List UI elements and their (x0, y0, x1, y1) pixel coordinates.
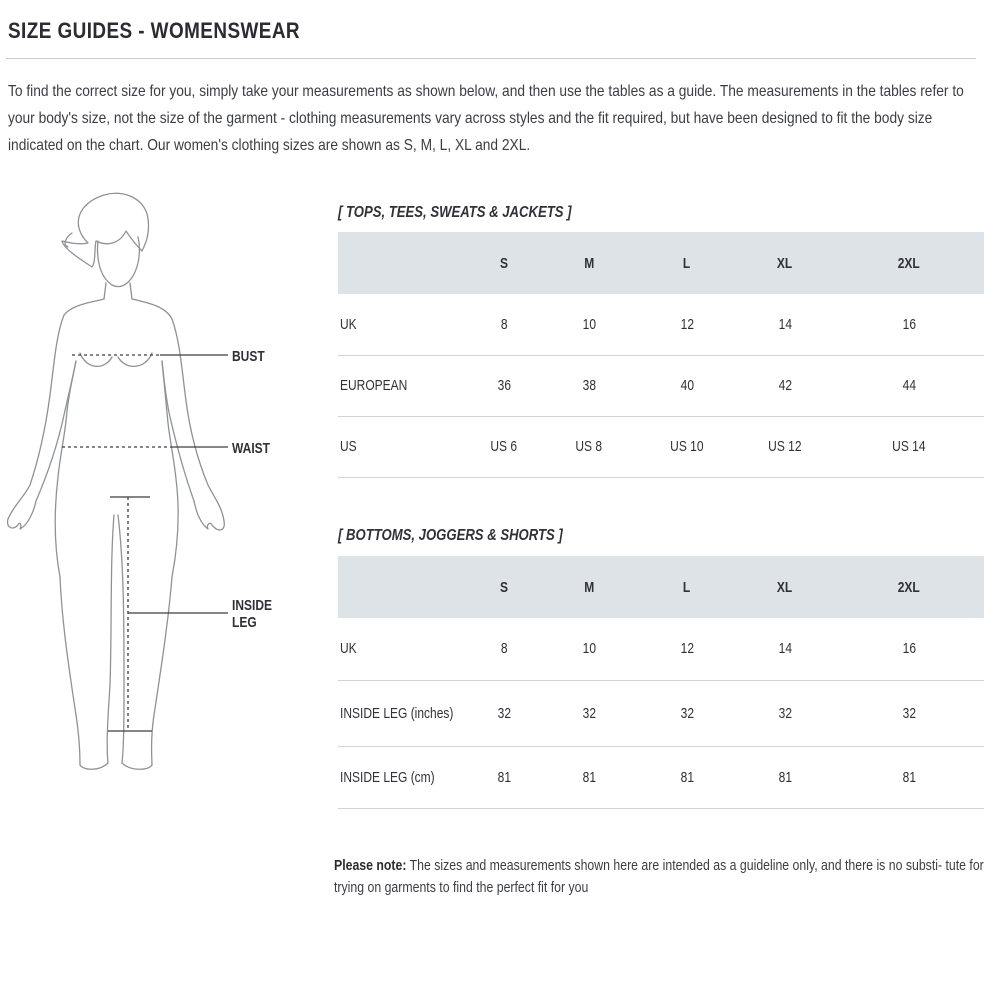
table-cell: 32 (497, 704, 511, 722)
table-row (338, 746, 984, 808)
table-cell: 81 (902, 768, 916, 786)
please-note (334, 855, 990, 899)
please-note-label: Please note: (334, 857, 407, 874)
bottoms-header-blank (338, 556, 468, 618)
row-label: UK (340, 315, 357, 333)
table-cell: 14 (778, 315, 792, 333)
table-cell: 36 (497, 377, 511, 394)
table-cell: 81 (778, 768, 792, 786)
tops-header-row (338, 232, 984, 294)
tops-size-header: S (499, 254, 508, 272)
bottoms-header-row (338, 556, 984, 618)
please-note-text: The sizes and measurements shown here are intended as a guideline only, and there is no substi- tute for trying on garments to find the perfect fit for you (334, 857, 984, 896)
page-title: SIZE GUIDES - WOMENSWEAR (8, 18, 301, 43)
table-cell: US 6 (490, 438, 518, 455)
tops-size-header: L (683, 254, 691, 272)
table-cell: 8 (500, 315, 508, 333)
tops-header-blank (338, 232, 468, 294)
table-cell: 32 (778, 704, 792, 722)
inside-leg-label-line2: LEG (232, 614, 257, 631)
woman-silhouette-illustration (0, 185, 300, 785)
row-label: INSIDE LEG (cm) (340, 768, 435, 786)
tops-size-header: 2XL (897, 254, 920, 272)
bottoms-size-header: L (683, 578, 691, 596)
bottoms-size-header: XL (777, 578, 793, 596)
intro-paragraph: To find the correct size for you, simply take your measurements as shown below, and then use the tables as a guide. The measurements in the tables refer to your body's size, not the size of the garment - clothing measurements vary across styles and the fit required, but have been designed to fit the body size indicated on the chart. Our women's clothing sizes are shown as S, M, L, XL and 2XL. (8, 83, 964, 154)
table-cell: 10 (582, 640, 596, 658)
table-row (338, 618, 984, 680)
table-row (338, 355, 984, 416)
table-cell: 32 (902, 704, 916, 722)
bottoms-size-header: 2XL (897, 578, 920, 596)
bottoms-section-heading: [ BOTTOMS, JOGGERS & SHORTS ] (338, 527, 563, 544)
table-cell: 32 (680, 704, 694, 722)
body-measurement-figure (0, 185, 300, 785)
tops-section-heading: [ TOPS, TEES, SWEATS & JACKETS ] (338, 204, 572, 221)
bottoms-size-header: S (499, 578, 508, 596)
tops-size-header: M (584, 254, 594, 272)
table-cell: 44 (902, 377, 916, 394)
bottoms-size-header: M (584, 578, 594, 596)
tops-size-table (338, 232, 984, 478)
table-cell: 16 (902, 315, 916, 333)
table-cell: 10 (582, 315, 596, 333)
table-cell: 12 (680, 640, 694, 658)
table-row (338, 416, 984, 477)
table-cell: 40 (680, 377, 694, 394)
table-cell: US 8 (575, 438, 603, 455)
table-cell: 8 (500, 640, 508, 658)
table-cell: 38 (582, 377, 596, 394)
row-label: INSIDE LEG (inches) (340, 704, 454, 722)
table-cell: US 12 (768, 438, 802, 455)
table-cell: 42 (778, 377, 792, 394)
table-row (338, 680, 984, 746)
table-cell: 14 (778, 640, 792, 658)
table-cell: 12 (680, 315, 694, 333)
table-cell: US 14 (892, 438, 926, 455)
bust-label: BUST (232, 348, 265, 365)
table-cell: 81 (497, 768, 511, 786)
table-cell: 81 (582, 768, 596, 786)
table-cell: 81 (680, 768, 694, 786)
table-cell: 16 (902, 640, 916, 658)
table-cell: US 10 (670, 438, 704, 455)
waist-label: WAIST (232, 440, 270, 457)
row-label: EUROPEAN (340, 377, 408, 394)
table-cell: 32 (582, 704, 596, 722)
row-label: UK (340, 640, 357, 658)
table-row (338, 294, 984, 355)
row-label: US (340, 438, 357, 455)
inside-leg-label-line1: INSIDE (232, 597, 273, 614)
bottoms-size-table (338, 556, 984, 809)
title-divider (6, 58, 976, 59)
tops-size-header: XL (777, 254, 793, 272)
